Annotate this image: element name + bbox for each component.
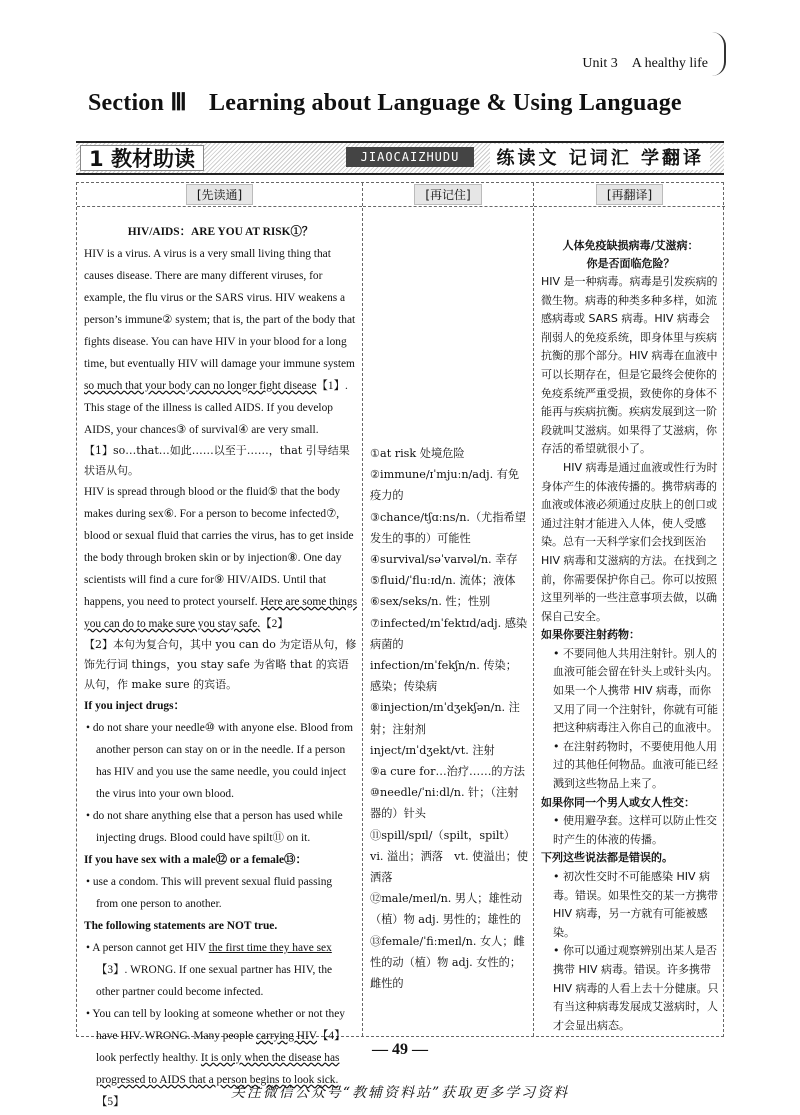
unit-header [582,52,708,72]
translation-title-1: 人体免疫缺损病毒/艾滋病： [562,239,699,252]
bullet-first-time: • A person cannot get HIV the first time they have sex【3】. WRONG. If one sexual partner has HIV, the other partner could become infected. [86,942,333,998]
footer-note: 关注微信公众号“教辅资料站”获取更多学习资料 [230,1085,570,1101]
note-2: 【2】本句为复合句，其中 you can do 为定语从句，修饰先行词 things，you stay safe 为省略 that 的宾语从句，作 make sure 的宾语。 [84,638,357,691]
translation-bullet-2: • 在注射药物时，不要使用他人用过的其他任何物品。血液可能已经溅到这些物品上来了。 [553,739,718,791]
reading-column [77,183,362,1108]
note-1: 【1】so…that…如此……以至于……，that 引导结果状语从句。 [84,444,350,477]
vocab-column [362,183,533,1036]
section-number: Section Ⅲ [88,90,188,116]
vocab-item: ⑤fluid/ˈfluːɪd/n. 流体；液体 [370,574,516,588]
vocab-item: ③chance/tʃɑːns/n.（尤指希望发生的事的）可能性 [370,510,526,545]
unit-label: Unit 3 A healthy life [582,56,708,71]
bracket-decoration [712,32,726,76]
section-name: Learning about Language & Using Language [209,90,682,116]
bullet-condom: • use a condom. This will prevent sexual fluid passing from one person to another. [86,876,333,910]
banner-motto: 练读文 记词汇 学翻译 [490,144,710,170]
translation-column [533,183,725,1036]
subheading-not-true: The following statements are NOT true. [84,920,278,932]
banner-pinyin: JIAOCAIZHUDU [346,147,474,167]
vocab-item: ⑫male/meɪl/n. 男人；雄性动（植）物 adj. 男性的；雄性的 [370,892,523,927]
vocab-item: infection/ɪnˈfekʃn/n. 传染；感染；传染病 [370,659,517,694]
vocab-item: ⑥sex/seks/n. 性；性别 [370,595,491,609]
section-title [88,88,682,117]
vocab-item: ⑦infected/ɪnˈfektɪd/adj. 感染病菌的 [370,616,528,651]
vocab-item: ⑬female/ˈfiːmeɪl/n. 女人；雌性的动（植）物 adj. 女性的；雌性的 [370,934,525,991]
underlined-phrase: Here are some things you can do to make sure you stay safe. [84,596,358,630]
vocab-item: ⑪spill/spɪl/（spilt，spilt）vi. 溢出；洒落 vt. 使溢出；使洒落 [370,828,529,885]
bullet-share: • do not share anything else that a person has used while injecting drugs. Blood could have spilt⑪ on it. [86,810,343,844]
translation-subheading-inject: 如果你要注射药物： [541,628,640,642]
translation-column-header: [再翻译] [534,183,725,207]
reading-column-header: [先读通] [77,183,362,207]
vocab-item: ⑩needle/ˈniːdl/n. 针；（注射器的）针头 [370,786,519,821]
translation-bullet-5: • 你可以通过观察辨别出某人是否携带 HIV 病毒。错误。许多携带 HIV 病毒的人看上去十分健康。只有当这种病毒发展成艾滋病时，人才会显出病态。 [553,944,719,1032]
bullet-looking: • You can tell by looking at someone whether or not they have HIV. WRONG. Many people carrying HIV【4】 look perfectly healthy. It is only when the disease has progressed to AIDS that a person begins to look sick.【5】 [86,1008,346,1108]
translation-bullet-4: • 初次性交时不可能感染 HIV 病毒。错误。如果性交的某一方携带 HIV 病毒，另一方就有可能被感染。 [553,870,718,939]
translation-bullet-1: • 不要同他人共用注射针。别人的血液可能会留在针头上或针头内。如果一个人携带 HIV 病毒，而你又用了同一个注射针，你就有可能把这种病毒注入你自己的血液中。 [553,646,718,735]
translation-title-2: 你是否面临危险？ [586,257,675,270]
underlined-phrase: so much that your body can no longer fight disease [84,380,317,392]
translation-body [541,237,720,1035]
reading-paragraph-2: HIV is spread through blood or the fluid⑤ that the body makes during sex⑥. For a person to become infected⑦, blood or sexual fluid that carries the virus, has to get inside the body through broken skin or by injection⑧. One day scientists will find a cure for⑨ HIV/AIDS. Until that happens, you need to protect yourself. Here are some things you can do to make sure you stay safe.【2】 [84,486,358,630]
bullet-needle: • do not share your needle⑩ with anyone else. Blood from another person can stay on or in the needle. If a person has HIV and you use the same needle, you could inject the virus into your own blood. [86,722,353,800]
translation-subheading-sex: 如果你同一个男人或女人性交： [541,795,695,809]
vocab-item: ④survival/səˈvaɪvəl/n. 幸存 [370,553,518,567]
vocab-column-header: [再记住] [363,183,533,207]
reading-paragraph-1: HIV is a virus. A virus is a very small living thing that causes disease. There are many different viruses, for example, the flu virus or the SARS virus. HIV weakens a person’s immune② system; that is, the part of the body that fights disease. You can have HIV in your blood for a long time, but eventually HIV will damage your immune system so much that your body can no longer fight disease【1】. This stage of the illness is called AIDS. If you develop AIDS, your chances③ of survival④ are very small. [84,248,356,436]
translation-paragraph-2: HIV 病毒是通过血液或性行为时身体产生的体液传播的。携带病毒的血液或体液必须通过皮肤上的创口或通过注射才能进入人体，使人受感染。总有一天科学家们会找到医治 HIV 病毒和艾滋病的方法。在找到之前，你需要保护你自己。你可以按照这里列举的一些注意事项去做，以确保自己安全。 [541,460,718,623]
vocab-item: inject/ɪnˈdʒekt/vt. 注射 [370,743,495,757]
vocab-item: ②immune/ɪˈmjuːn/adj. 有免疫力的 [370,468,520,503]
translation-bullet-3: • 使用避孕套。这样可以防止性交时产生的体液的传播。 [553,814,717,846]
section-banner [76,141,724,175]
banner-label: 1 教材助读 [80,145,204,171]
subheading-sex: If you have sex with a male⑫ or a female⑬： [84,854,307,866]
vocab-item: ①at risk 处境危险 [370,447,465,460]
reading-body [84,221,357,1113]
vocab-list [370,443,528,994]
subheading-inject: If you inject drugs： [84,700,185,712]
reading-title: HIV/AIDS：ARE YOU AT RISK①？ [127,226,314,238]
page-number: — 49 — [372,1041,428,1058]
translation-paragraph-1: HIV 是一种病毒。病毒是引发疾病的微生物。病毒的种类多种多样，如流感病毒或 SARS 病毒。HIV 病毒会削弱人的免疫系统，即身体里与疾病抗衡的那个部分。HIV 病毒在血液中可以长期存在，但是它最终会使你的免疫系统严重受损，致使你的身体不能再与疾病抗衡。疾病发展到这一阶段就叫艾滋病。如果得了艾滋病，你存活的希望就很小了。 [541,275,718,456]
vocab-item: ⑨a cure for…治疗……的方法 [370,765,525,779]
vocab-item: ⑧injection/ɪnˈdʒekʃən/n. 注射；注射剂 [370,701,520,736]
translation-subheading-false: 下列这些说法都是错误的。 [541,851,673,865]
